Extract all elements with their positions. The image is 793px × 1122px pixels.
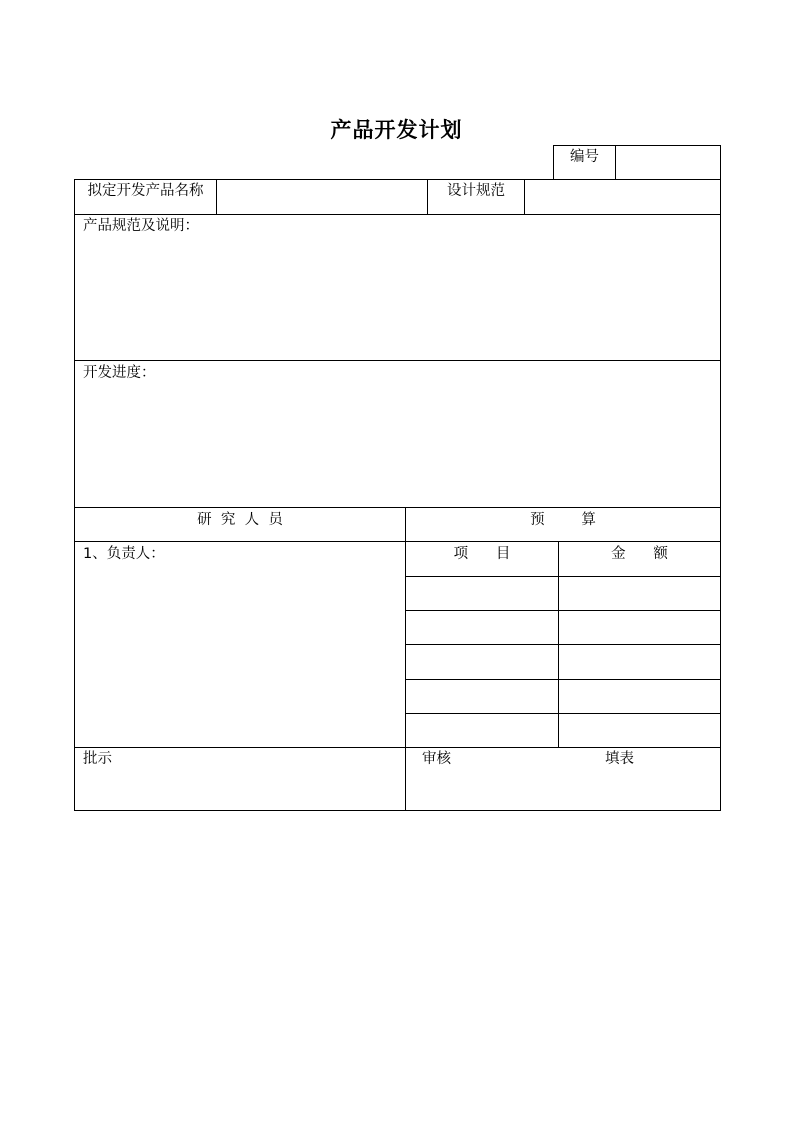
design-spec-field[interactable] bbox=[525, 180, 720, 214]
number-label: 编号 bbox=[570, 149, 599, 165]
budget-item-cell[interactable] bbox=[406, 714, 558, 747]
researchers-area[interactable] bbox=[75, 564, 405, 746]
budget-header: 预 算 bbox=[530, 512, 596, 528]
rule bbox=[74, 360, 721, 361]
rule bbox=[74, 810, 721, 811]
rule bbox=[74, 507, 721, 508]
budget-amount-cell[interactable] bbox=[559, 680, 720, 713]
spec-description-area[interactable] bbox=[75, 236, 720, 359]
product-name-field[interactable] bbox=[217, 180, 427, 214]
number-field[interactable] bbox=[616, 146, 720, 179]
review-label: 审核 bbox=[422, 751, 451, 767]
progress-area[interactable] bbox=[75, 383, 720, 506]
rule bbox=[74, 541, 721, 542]
page-title: 产品开发计划 bbox=[330, 117, 463, 142]
rule bbox=[74, 214, 721, 215]
budget-item-cell[interactable] bbox=[406, 577, 558, 610]
spec-description-label: 产品规范及说明： bbox=[83, 218, 199, 234]
budget-item-cell[interactable] bbox=[406, 645, 558, 679]
approval-area[interactable] bbox=[75, 769, 405, 810]
budget-col-amount: 金 额 bbox=[611, 546, 668, 562]
budget-amount-cell[interactable] bbox=[559, 611, 720, 644]
budget-item-cell[interactable] bbox=[406, 611, 558, 644]
review-fill-area[interactable] bbox=[406, 769, 720, 810]
product-name-label: 拟定开发产品名称 bbox=[87, 183, 204, 199]
budget-amount-cell[interactable] bbox=[559, 577, 720, 610]
researchers-header: 研 究 人 员 bbox=[197, 512, 283, 528]
budget-amount-cell[interactable] bbox=[559, 714, 720, 747]
fill-label: 填表 bbox=[605, 751, 634, 767]
design-spec-label: 设计规范 bbox=[447, 183, 505, 199]
rule bbox=[74, 747, 721, 748]
approval-label: 批示 bbox=[83, 751, 112, 767]
leader-label: 1、负责人： bbox=[83, 546, 165, 562]
budget-col-item: 项 目 bbox=[453, 546, 511, 562]
budget-amount-cell[interactable] bbox=[559, 645, 720, 679]
budget-item-cell[interactable] bbox=[406, 680, 558, 713]
progress-label: 开发进度： bbox=[83, 365, 156, 381]
rule bbox=[720, 145, 721, 811]
